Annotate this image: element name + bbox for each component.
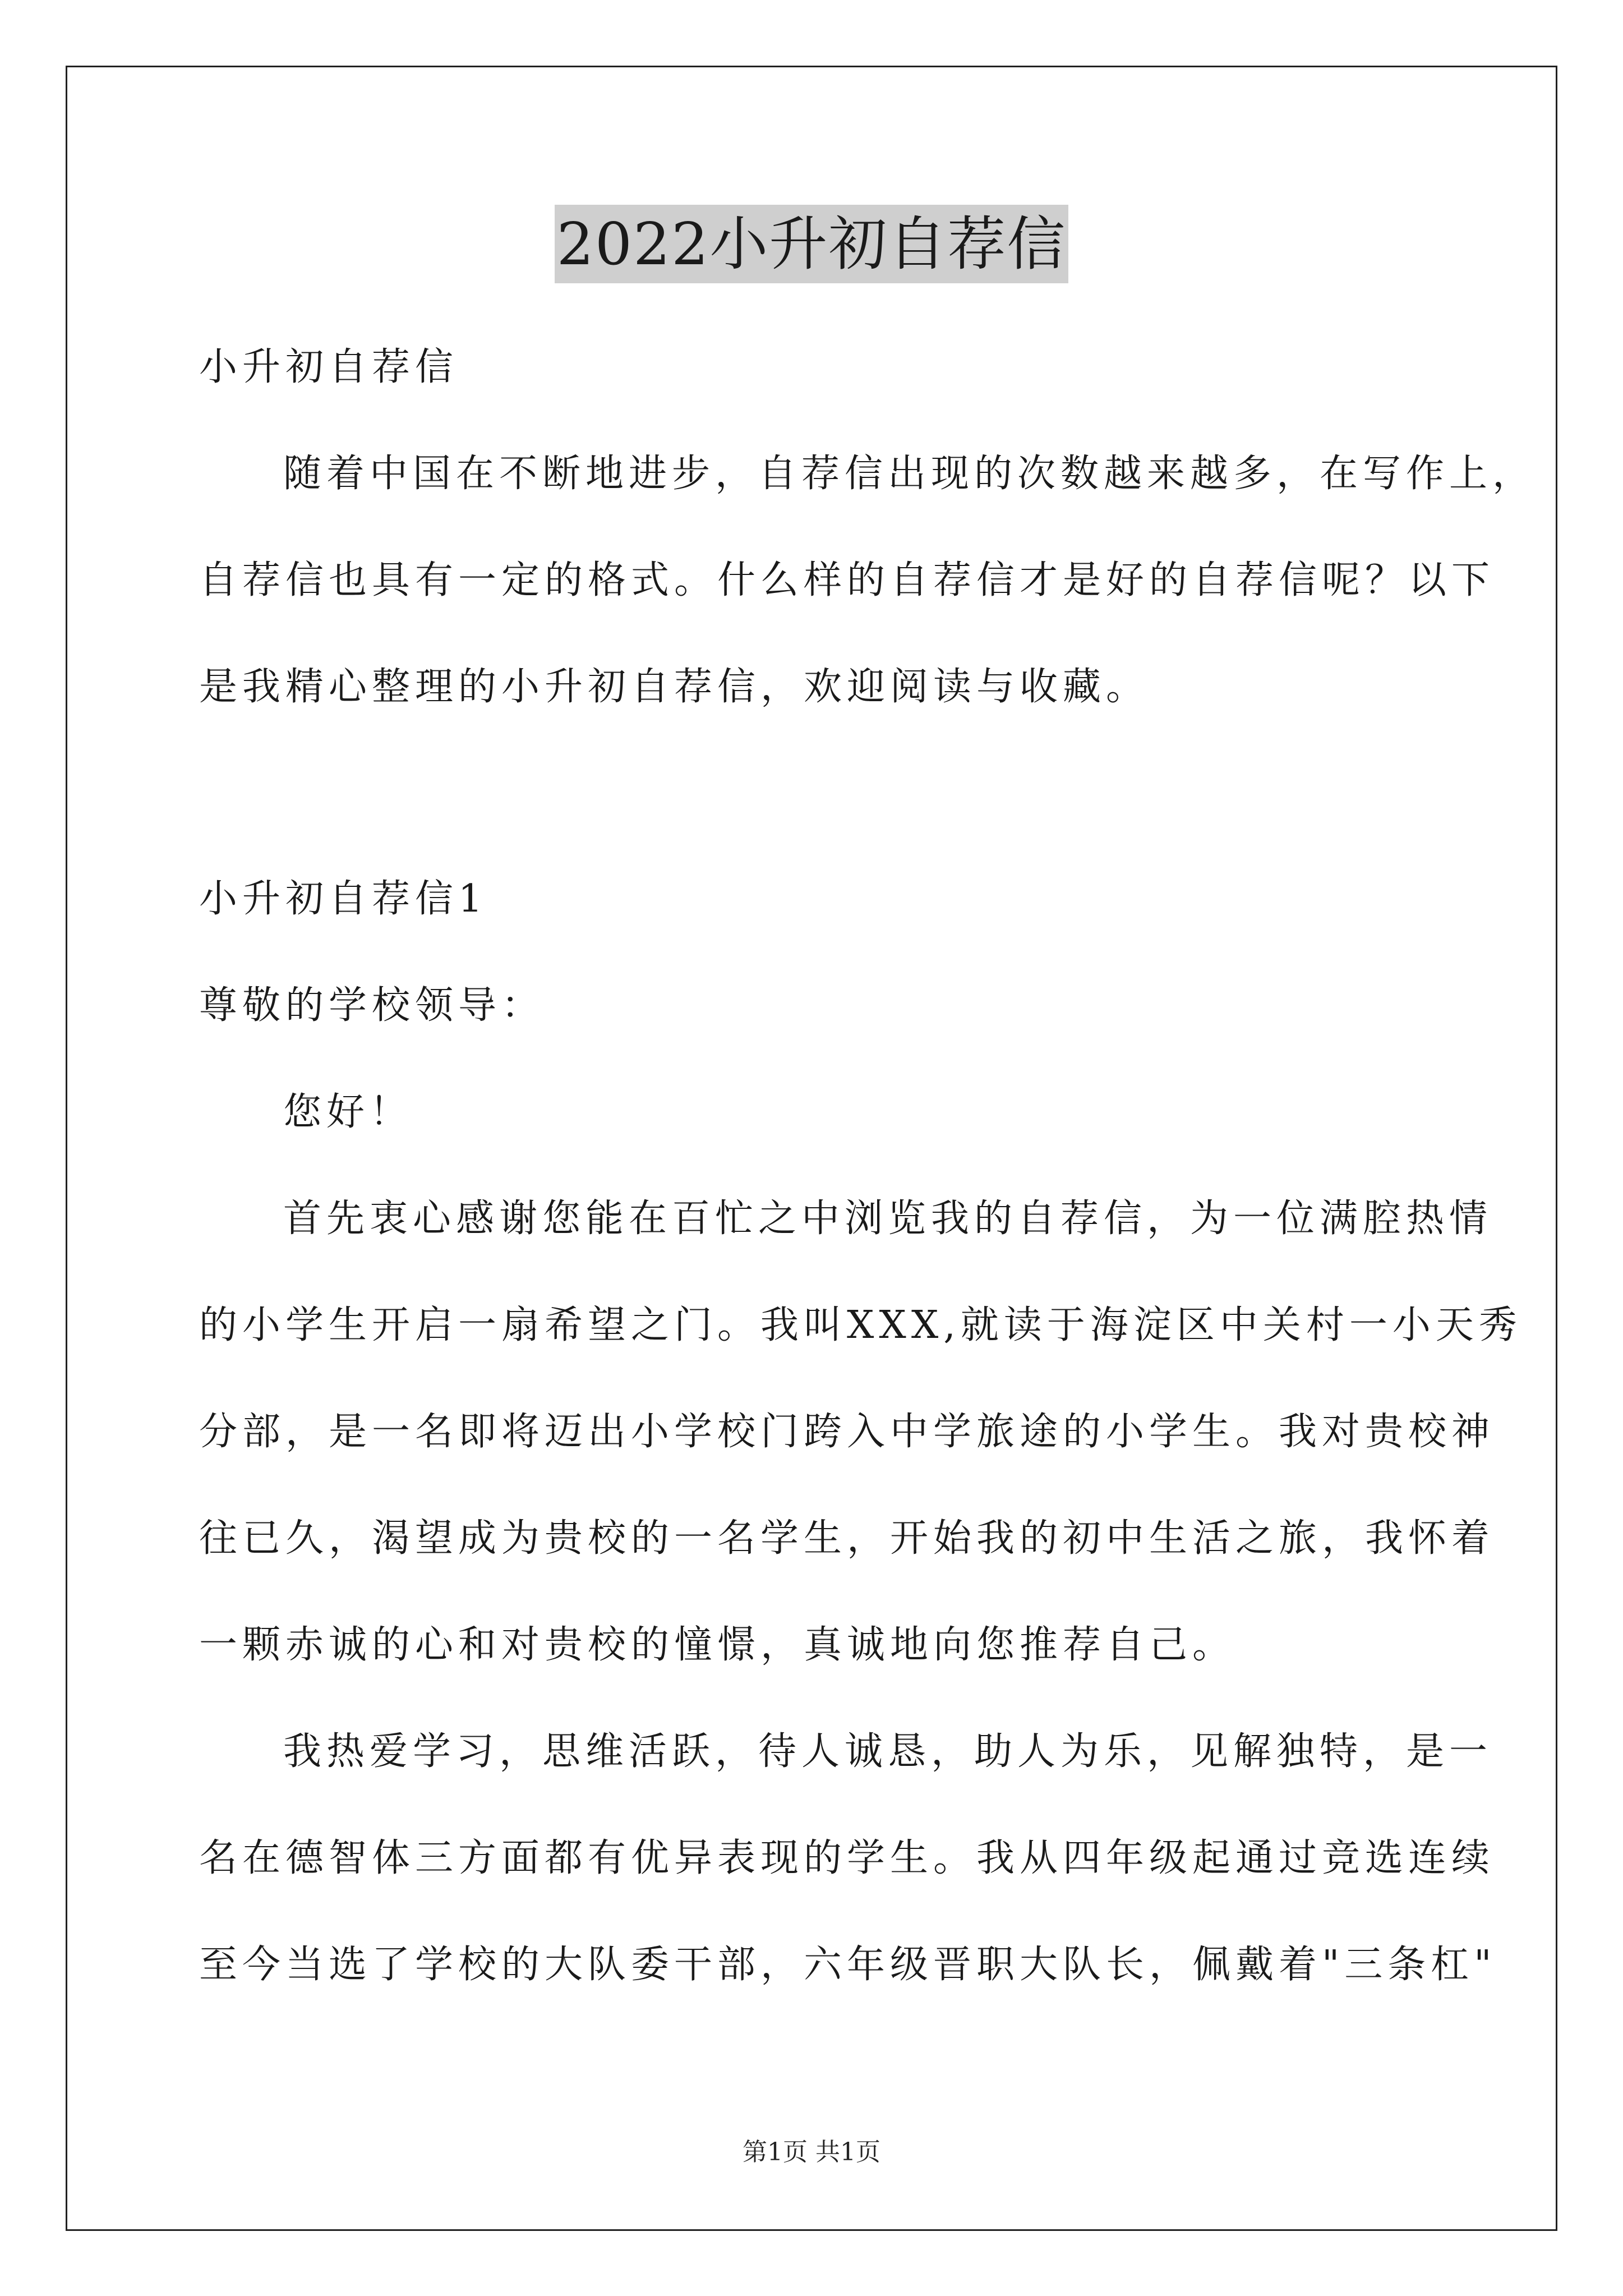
paragraph-line: 的小学生开启一扇希望之门。我叫XXX,就读于海淀区中关村一小天秀: [199, 1303, 1522, 1347]
title-container: [0, 205, 1623, 283]
section-heading: 小升初自荐信: [199, 345, 459, 389]
paragraph-line: 首先衷心感谢您能在百忙之中浏览我的自荐信，为一位满腔热情: [283, 1197, 1493, 1241]
salutation: 尊敬的学校领导：: [199, 983, 545, 1028]
section-heading: 小升初自荐信1: [199, 877, 488, 921]
paragraph-line: 名在德智体三方面都有优异表现的学生。我从四年级起通过竞选连续: [199, 1836, 1495, 1880]
document-title: 2022小升初自荐信: [555, 205, 1069, 283]
paragraph-line: 随着中国在不断地进步，自荐信出现的次数越来越多，在写作上，: [283, 452, 1536, 496]
greeting: 您好！: [283, 1090, 413, 1134]
paragraph-line: 分部，是一名即将迈出小学校门跨入中学旅途的小学生。我对贵校神: [199, 1410, 1495, 1454]
paragraph-line: 往已久，渴望成为贵校的一名学生，开始我的初中生活之旅，我怀着: [199, 1516, 1495, 1561]
paragraph-line: 我热爱学习，思维活跃，待人诚恳，助人为乐，见解独特，是一: [283, 1729, 1493, 1774]
paragraph-line: 一颗赤诚的心和对贵校的憧憬，真诚地向您推荐自己。: [199, 1623, 1236, 1667]
paragraph-line: 至今当选了学校的大队委干部，六年级晋职大队长，佩戴着"三条杠": [199, 1943, 1497, 1987]
page-footer: 第1页 共1页: [743, 2138, 880, 2166]
paragraph-line: 自荐信也具有一定的格式。什么样的自荐信才是好的自荐信呢？以下: [199, 558, 1495, 602]
paragraph-line: 是我精心整理的小升初自荐信，欢迎阅读与收藏。: [199, 665, 1150, 709]
